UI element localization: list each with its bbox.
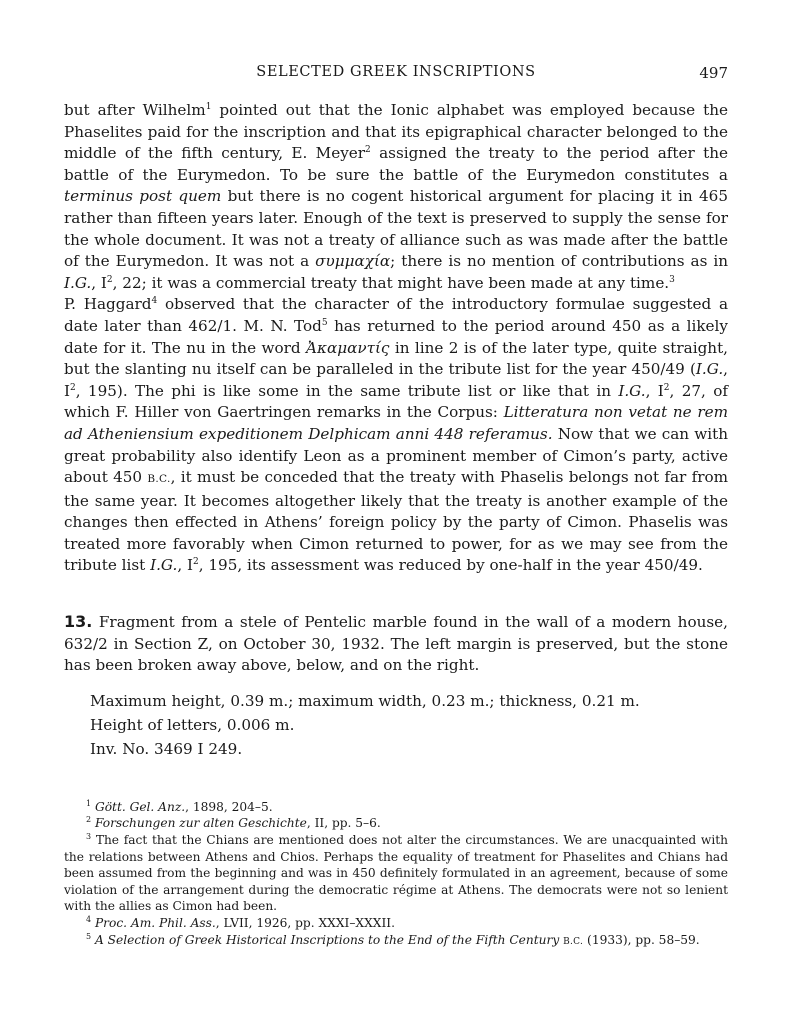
footnote-ref-5: 5: [321, 317, 328, 328]
footnote-text: , LVII, 1926, pp. XXXI–XXXII.: [215, 916, 395, 930]
footnote-ref-1: 1: [205, 102, 212, 112]
latin-quote: Litteratura non vetat ne rem ad Atheniensium expeditionem Delphicam anni 448 referamus.: [64, 403, 728, 443]
header-title: SELECTED GREEK INSCRIPTIONS: [256, 64, 536, 80]
measurement-dimensions: Maximum height, 0.39 m.; maximum width, 0.23 m.; thickness, 0.21 m.: [90, 691, 640, 710]
footnote-4: [64, 915, 728, 932]
era-abbrev: B.C.: [147, 473, 171, 486]
footnote-text: , 1898, 204–5.: [185, 799, 273, 814]
footnote-ref-3: 3: [669, 274, 675, 285]
text-run: pointed out that the Ionic alphabet was employed because the Phaselites paid for the inscription and that its epigraphical character belonged to the middle of the fifth century, E. Meyer: [64, 101, 728, 163]
greek-word: Ἀκαμαντίς: [306, 338, 390, 357]
entry-13: [64, 611, 728, 677]
text-run: observed that the character of the introductory formulae suggested a date later than 462/1. M. N. Tod: [64, 295, 728, 335]
footnote-text: , II, pp. 5–6.: [306, 816, 381, 831]
citation-abbrev: I.G.: [618, 381, 646, 400]
text-run: P. Haggard: [64, 295, 152, 314]
superscript: 2: [106, 274, 113, 285]
page: [64, 60, 728, 950]
footnote-ref-2: 2: [365, 145, 371, 156]
text-run: assigned the treaty to the period after the battle of the Eurymedon. To be sure the battle of the Eurymedon constitutes a: [64, 144, 728, 184]
text-run: , 195). The phi is like some in the same tribute list or like that in: [75, 381, 619, 400]
text-run: ; there is no mention of contributions as in: [390, 252, 728, 271]
citation-abbrev: I.G.: [695, 360, 724, 379]
footnote-marker: 2: [86, 815, 92, 825]
text-run: , 27, of which F. Hiller von Gaertringen remarks in the Corpus:: [64, 381, 728, 422]
footnote-title: Proc. Am. Phil. Ass.: [94, 916, 216, 930]
paragraph-1: [64, 100, 728, 294]
text-run: in line 2 is of the later type, quite straight, but the slanting nu itself can be paralleled in the tribute list for the year 450/49 (: [64, 338, 729, 379]
footnote-5: [64, 932, 728, 951]
footnote-2: [64, 815, 728, 832]
text-run: , I: [91, 273, 107, 292]
footnote-title: A Selection of Greek Historical Inscriptions to the End of the Fifth Century: [94, 932, 560, 947]
text-run: has returned to the period around 450 as a likely date for it. The nu in the word: [64, 316, 728, 357]
footnote-marker: 3: [86, 832, 92, 842]
text-run: , 22; it was a commercial treaty that might have been made at any time.: [112, 273, 670, 292]
measurement-letters: Height of letters, 0.006 m.: [90, 715, 295, 734]
italic-term: terminus post quem: [64, 187, 222, 206]
superscript: 2: [193, 557, 199, 568]
text-run: , I: [64, 360, 728, 400]
era-abbrev: B.C.: [563, 936, 584, 947]
paragraph-2: [64, 294, 728, 577]
text-run: but there is no cogent historical argument for placing it in 465 rather than fifteen years later. Enough of the text is preserved to supply the sense for the whole document. It was not a treaty of alliance such as was made after the battle of the Eurymedon. It was not a: [64, 187, 729, 271]
page-number: 497: [699, 64, 728, 82]
entry-description: Fragment from a stele of Pentelic marble found in the wall of a modern house, 632/2 in Section Z, on October 30, 1932. The left margin is preserved, but the stone has been broken away above, below, and on the right.: [64, 613, 728, 675]
superscript: 2: [70, 382, 76, 393]
footnote-marker: 5: [86, 931, 92, 941]
text-run: , I: [177, 556, 193, 575]
entry-number: 13.: [64, 612, 93, 632]
footnote-text: (1933), pp. 58–59.: [583, 932, 700, 947]
footnote-marker: 1: [86, 798, 92, 808]
citation-abbrev: I.G.: [150, 556, 178, 575]
footnote-title: Gött. Gel. Anz.: [94, 799, 186, 814]
footnotes: [64, 799, 728, 950]
footnote-ref-4: 4: [151, 296, 158, 307]
text-run: , it must be conceded that the treaty with Phaselis belongs not far from the same year. It becomes altogether likely that the treaty is another example of the changes then effected in Athens’ foreign policy by the party of Cimon. Phaselis was treated more favorably when Cimon returned to power, for as we may see from the tribute list: [64, 468, 729, 575]
measurements: [64, 689, 728, 761]
greek-word: συμμαχία: [315, 252, 391, 271]
footnote-text: The fact that the Chians are mentioned does not alter the circumstances. We are unacquainted with the relations between Athens and Chios. Perhaps the equality of treatment for Phaselites and Chians had been assumed from the beginning and was in 450 definitely formulated in an agreement, because of some violation of the arrangement during the democratic régime at Athens. The democrats were not so lenient with the allies as Cimon had been.: [64, 833, 729, 914]
measurement-inventory: Inv. No. 3469 I 249.: [90, 739, 243, 758]
superscript: 2: [663, 382, 670, 393]
footnote-3: [64, 832, 728, 915]
text-run: Now that we can with great probability also identify Leon as a prominent member of Cimon’s party, active about 450: [64, 424, 728, 487]
footnote-marker: 4: [86, 915, 92, 924]
text-run: , 195, its assessment was reduced by one-half in the year 450/49.: [198, 556, 703, 575]
main-text: [64, 100, 728, 577]
footnote-1: [64, 799, 728, 816]
running-header: [64, 60, 728, 86]
text-run: but after Wilhelm: [64, 101, 206, 119]
text-run: , I: [645, 381, 664, 400]
citation-abbrev: I.G.: [64, 273, 92, 292]
footnote-title: Forschungen zur alten Geschichte: [94, 816, 307, 831]
